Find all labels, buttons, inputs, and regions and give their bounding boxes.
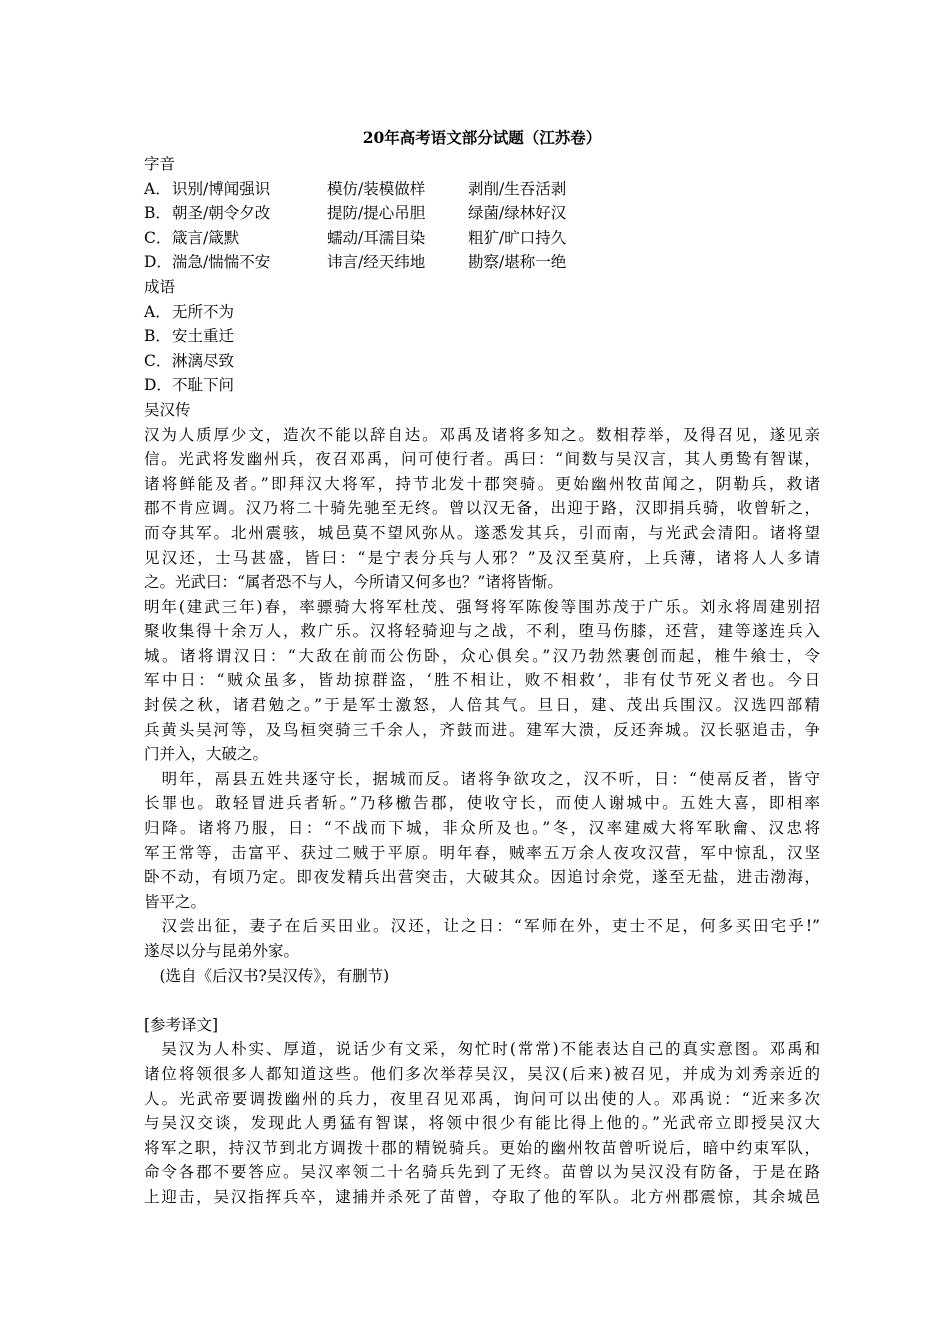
section-heading: 成语 bbox=[144, 277, 176, 296]
pronunciation-option bbox=[144, 250, 820, 275]
section-heading: 字音 bbox=[144, 155, 176, 173]
text-line: 卧不动，有顷乃定。即夜发精兵出营突击，大破其众。因追讨余党，遂至无盐，进击渤海， bbox=[144, 868, 820, 887]
word-pair: 蠕动/耳濡目染 bbox=[327, 228, 426, 247]
word-pair: 湍急/惴惴不安 bbox=[172, 253, 271, 272]
pronunciation-option bbox=[144, 177, 820, 202]
translation-section bbox=[144, 1013, 820, 1210]
text-line: 上迎击，吴汉指挥兵卒，逮捕并杀死了苗曾，夺取了他的军队。北方州郡震惊，其余城邑 bbox=[144, 1187, 820, 1206]
text-line: 遂尽以分与昆弟外家。 bbox=[144, 942, 300, 960]
text-line: 郡不肯应调。汉乃将二十骑先驰至无终。曾以汉无备，出迎于路，汉即捐兵骑，收曾斩之， bbox=[144, 499, 820, 518]
translation-heading: [参考译文] bbox=[144, 1015, 219, 1034]
text-line: 之。光武曰：“属者恐不与人，今所请又何多也？”诸将皆惭。 bbox=[144, 573, 563, 592]
word-pair: 勘察/堪称一绝 bbox=[468, 253, 567, 272]
idiom-section bbox=[144, 275, 820, 398]
word-pair: 绿菌/绿林好汉 bbox=[468, 204, 567, 223]
word-pair: 识别/博闻强识 bbox=[172, 179, 271, 198]
section-spacer bbox=[144, 988, 820, 1013]
option-label: D． bbox=[144, 376, 172, 395]
text-line: 信。光武将发幽州兵，夜召邓禹，问可使行者。禹曰：“间数与吴汉言，其人勇鸷有智谋， bbox=[144, 450, 820, 469]
passage-text bbox=[144, 423, 820, 989]
word-pair: 提防/提心吊胆 bbox=[327, 204, 426, 223]
text-line: 而夺其军。北州震骇，城邑莫不望风弥从。遂悉发其兵，引而南，与光武会清阳。诸将望 bbox=[144, 523, 820, 542]
text-line: 汉为人质厚少文，造次不能以辞自达。邓禹及诸将多知之。数相荐举，及得召见，遂见亲 bbox=[144, 425, 820, 444]
idiom-option bbox=[144, 300, 820, 325]
word-pair: 剥削/生吞活剥 bbox=[468, 179, 567, 198]
text-line: 诸将鲜能及者。”即拜汉大将军，持节北发十郡突骑。更始幽州牧苗闻之，阴勒兵，救诸 bbox=[144, 474, 820, 493]
option-label: B． bbox=[144, 327, 171, 346]
text-line: 将军之职，持汉节到北方调拨十郡的精锐骑兵。更始的幽州牧苗曾听说后，暗中约束军队， bbox=[144, 1138, 820, 1157]
text-line: 军王常等，击富平、获过二贼于平原。明年春，贼率五万余人夜攻汉营，军中惊乱，汉坚 bbox=[144, 843, 820, 862]
exam-title: 20年高考语文部分试题（江苏卷） bbox=[362, 128, 602, 147]
option-label: A． bbox=[144, 302, 171, 321]
option-label: A． bbox=[144, 179, 171, 198]
text-line: 皆平之。 bbox=[144, 892, 207, 911]
document-body bbox=[144, 124, 820, 1210]
text-line: 封侯之秋，诸君勉之。”于是军士激怒，人倍其气。旦日，建、茂出兵围汉。汉选四部精 bbox=[144, 696, 820, 715]
idiom-option bbox=[144, 373, 820, 398]
word-pair: 讳言/经天纬地 bbox=[327, 253, 426, 272]
text-line: 城。诸将谓汉日：“大敌在前而公伤卧，众心俱矣。”汉乃勃然裹创而起，椎牛飨士，令 bbox=[144, 646, 820, 665]
option-label: B． bbox=[144, 204, 171, 223]
option-label: D． bbox=[144, 253, 172, 272]
text-line: (选自《后汉书?吴汉传》，有删节) bbox=[144, 966, 390, 985]
text-line: 与吴汉交谈，发现此人勇猛有智谋，将领中很少有能比得上他的。”光武帝立即授吴汉大 bbox=[144, 1114, 820, 1133]
text-line: 诸位将领很多人都知道这些。他们多次举荐吴汉，吴汉(后来)被召见，并成为刘秀亲近的 bbox=[144, 1064, 820, 1083]
idiom-text: 不耻下问 bbox=[172, 376, 235, 395]
text-line: 兵黄头吴河等，及鸟桓突骑三千余人，齐鼓而进。建军大溃，反还奔城。汉长驱追击，争 bbox=[144, 720, 820, 739]
text-line: 见汉还，士马甚盛，皆曰：“是宁表分兵与人邪？”及汉至莫府，上兵薄，诸将人人多请 bbox=[144, 548, 820, 567]
pronunciation-option bbox=[144, 201, 820, 226]
text-line: 长罪也。敢轻冒进兵者斩。”乃移檄告郡，使收守长，而使人谢城中。五姓大喜，即相率 bbox=[144, 794, 820, 813]
text-line: 门并入，大破之。 bbox=[144, 745, 269, 764]
word-pair: 模仿/装模做样 bbox=[327, 179, 426, 198]
text-line: 人。光武帝要调拨幽州的兵力，夜里召见邓禹，询问可以出使的人。邓禹说：“近来多次 bbox=[144, 1089, 820, 1108]
passage-section bbox=[144, 398, 820, 988]
idiom-text: 淋漓尽致 bbox=[172, 351, 235, 370]
word-pair: 箴言/箴默 bbox=[172, 228, 240, 247]
word-pair: 朝圣/朝令夕改 bbox=[172, 204, 271, 223]
pronunciation-options bbox=[144, 177, 820, 275]
word-pair: 粗犷/旷口持久 bbox=[468, 228, 567, 247]
pronunciation-section bbox=[144, 152, 820, 275]
option-label: C． bbox=[144, 228, 172, 247]
text-line: 吴汉为人朴实、厚道，说话少有文采，匆忙时(常常)不能表达自己的真实意图。邓禹和 bbox=[144, 1040, 820, 1059]
text-line: 命令各郡不要答应。吴汉率领二十名骑兵先到了无终。苗曾以为吴汉没有防备，于是在路 bbox=[144, 1163, 820, 1182]
option-label: C． bbox=[144, 351, 172, 370]
text-line: 军中日：“贼众虽多，皆劫掠群盗，‘胜不相让，败不相救’，非有仗节死义者也。今日 bbox=[144, 671, 820, 690]
idiom-option bbox=[144, 324, 820, 349]
text-line: 汉尝出征，妻子在后买田业。汉还，让之日：“军师在外，吏士不足，何多买田宅乎!” bbox=[144, 917, 820, 936]
text-line: 聚收集得十余万人，救广乐。汉将轻骑迎与之战，不利，堕马伤膝，还营，建等遂连兵入 bbox=[144, 622, 820, 641]
passage-title: 吴汉传 bbox=[144, 400, 191, 419]
idiom-text: 安土重迁 bbox=[172, 327, 235, 346]
translation-text bbox=[144, 1037, 820, 1209]
pronunciation-option bbox=[144, 226, 820, 251]
text-line: 明年(建武三年)春，率骠骑大将军杜茂、强弩将军陈俊等围苏茂于广乐。刘永将周建别招 bbox=[144, 597, 820, 616]
idiom-options bbox=[144, 300, 820, 398]
text-line: 明年，鬲县五姓共逐守长，据城而反。诸将争欲攻之，汉不听，日：“使鬲反者，皆守 bbox=[144, 769, 820, 788]
idiom-text: 无所不为 bbox=[172, 302, 235, 321]
text-line: 归降。诸将乃服，日：“不战而下城，非众所及也。”冬，汉率建威大将军耿龠、汉忠将 bbox=[144, 819, 820, 838]
idiom-option bbox=[144, 349, 820, 374]
